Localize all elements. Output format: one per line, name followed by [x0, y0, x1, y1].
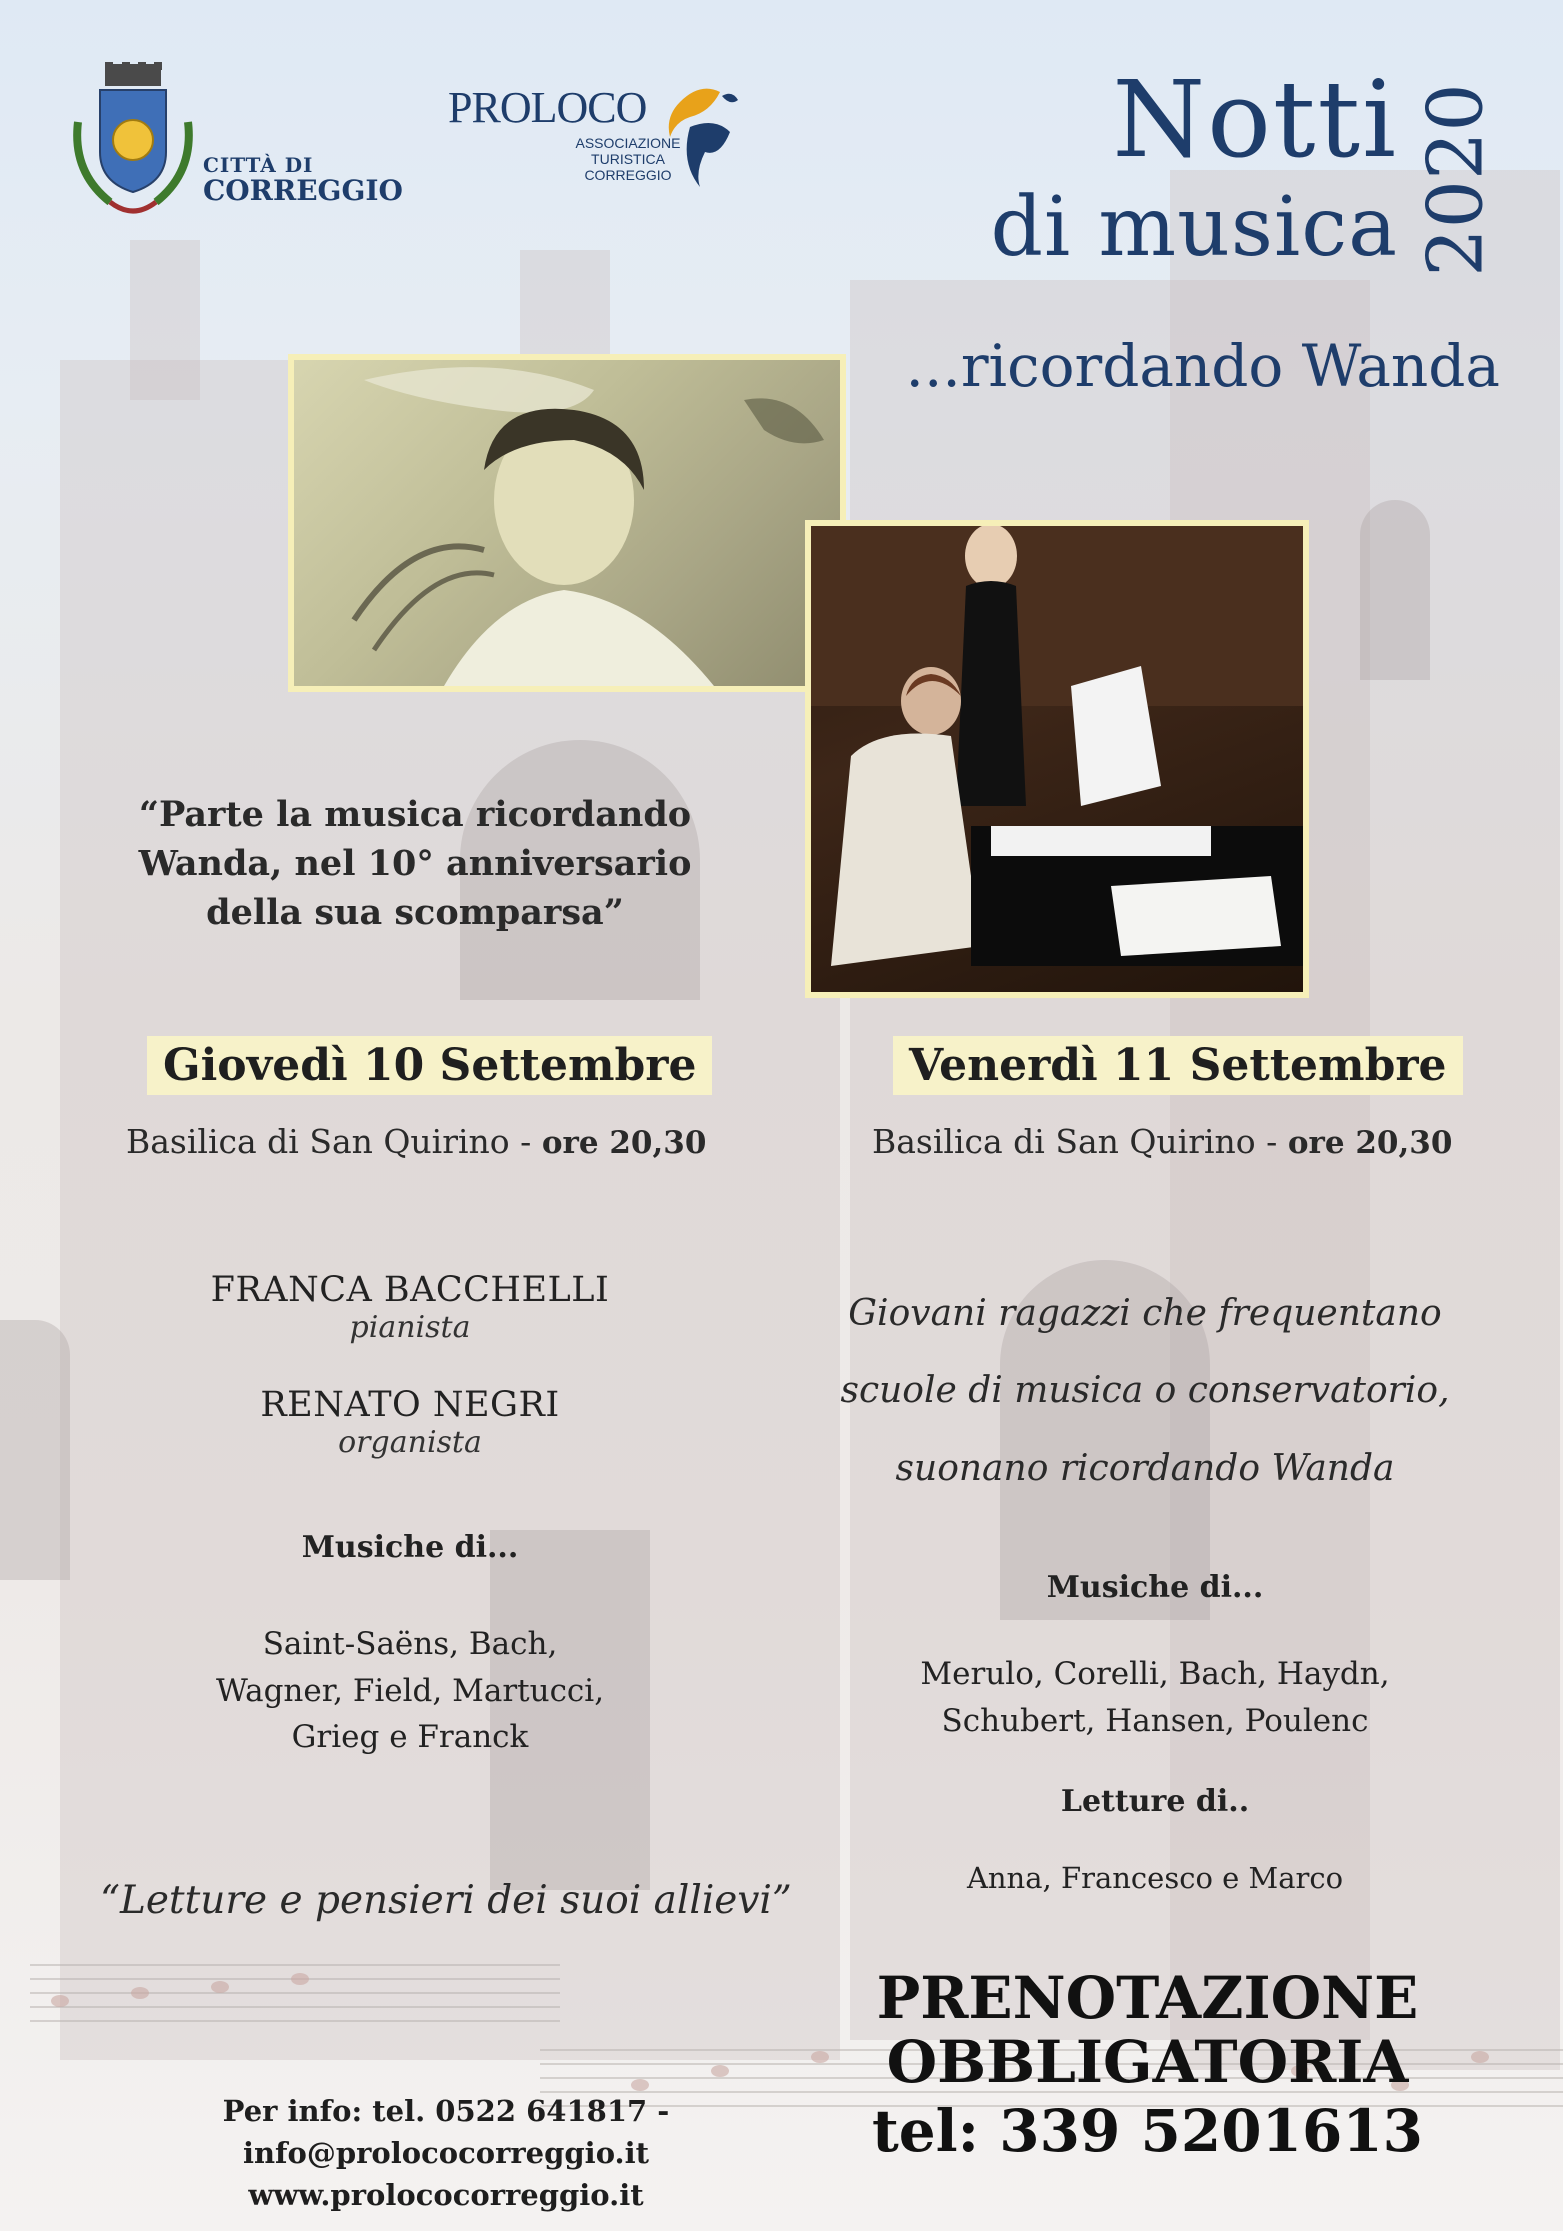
event2-composers-line2: Schubert, Hansen, Poulenc: [941, 1702, 1369, 1739]
event1-date: Giovedì 10 Settembre: [147, 1036, 712, 1095]
quote-line2: Wanda, nel 10° anniversario: [138, 843, 692, 884]
quote-line3: della sua scomparsa”: [206, 892, 624, 933]
event1-performer2: RENATO NEGRI: [260, 1385, 560, 1425]
event2-composers: [840, 1651, 1470, 1744]
piano-illustration: [811, 526, 1303, 992]
event2-readings-header: Letture di..: [1060, 1784, 1250, 1819]
event2-program: [840, 1570, 1470, 1901]
event1-time: ore 20,30: [541, 1125, 707, 1161]
event1-readings: “Letture e pensieri dei suoi allievi”: [100, 1878, 792, 1923]
title-year: [1395, 70, 1515, 290]
contact-info: [56, 2090, 836, 2216]
subtitle: ...ricordando Wanda: [905, 332, 1500, 400]
city-crest-icon: [70, 62, 195, 222]
event1-composers: [100, 1621, 720, 1761]
quote: [70, 790, 760, 937]
event1-role2: organista: [338, 1425, 482, 1460]
quote-line1: “Parte la musica ricordando: [138, 794, 692, 835]
event1-venue-name: Basilica di San Quirino -: [126, 1122, 542, 1161]
proloco-sub-line3: CORREGGIO: [584, 167, 672, 184]
proloco-sub-line2: TURISTICA: [591, 151, 665, 168]
title-line1: Notti: [1112, 58, 1398, 181]
booking-line2: OBBLIGATORIA: [886, 2027, 1409, 2096]
city-label-line2: CORREGGIO: [203, 174, 403, 207]
event1-composers-line1: Saint-Saëns, Bach,: [262, 1626, 558, 1662]
booking-phone: tel: 339 5201613: [871, 2096, 1424, 2165]
event2-time: ore 20,30: [1287, 1125, 1453, 1161]
piano-performance-photo: [805, 520, 1309, 998]
portrait-illustration: [294, 360, 840, 686]
event1-role1: pianista: [349, 1310, 471, 1345]
event1-composers-line2: Wagner, Field, Martucci,: [215, 1672, 605, 1709]
event2-music-header: Musiche di...: [1046, 1570, 1264, 1605]
proloco-name: PROLOCO: [448, 83, 647, 132]
event1-music-header: Musiche di...: [301, 1530, 519, 1565]
title-year-text: 2020: [1410, 83, 1500, 277]
event1-performer1: FRANCA BACCHELLI: [210, 1270, 610, 1310]
booking-line1: PRENOTAZIONE: [876, 1964, 1419, 2032]
website-link[interactable]: www.prolococorreggio.it: [248, 2178, 644, 2213]
proloco-sub-line1: ASSOCIAZIONE: [575, 135, 681, 151]
city-label: [203, 155, 403, 205]
city-label-line1: CITTÀ DI: [203, 153, 314, 177]
event2-date: Venerdì 11 Settembre: [893, 1036, 1463, 1095]
event2-desc-line1: Giovani ragazzi che frequentano: [848, 1293, 1442, 1334]
proloco-map-icon: [660, 82, 740, 192]
event2-venue: [872, 1122, 1452, 1161]
event2-desc-line2: scuole di musica o conservatorio,: [840, 1370, 1450, 1412]
wanda-vintage-photo: [288, 354, 846, 692]
event2-composers-line1: Merulo, Corelli, Bach, Haydn,: [920, 1656, 1390, 1692]
title-line2: di musica: [990, 180, 1398, 275]
event2-desc-line3: suonano ricordando Wanda: [895, 1447, 1395, 1489]
event1-composers-line3: Grieg e Franck: [291, 1719, 529, 1755]
event1-performers: [100, 1270, 720, 1761]
event2-venue-name: Basilica di San Quirino -: [872, 1122, 1288, 1161]
event2-readers: Anna, Francesco e Marco: [966, 1861, 1344, 1895]
event2-description: [830, 1275, 1460, 1507]
event1-venue: [126, 1122, 706, 1161]
contact-info-line1: Per info: tel. 0522 641817 - info@prolococorreggio.it: [222, 2094, 670, 2171]
booking-notice: [830, 1964, 1465, 2167]
